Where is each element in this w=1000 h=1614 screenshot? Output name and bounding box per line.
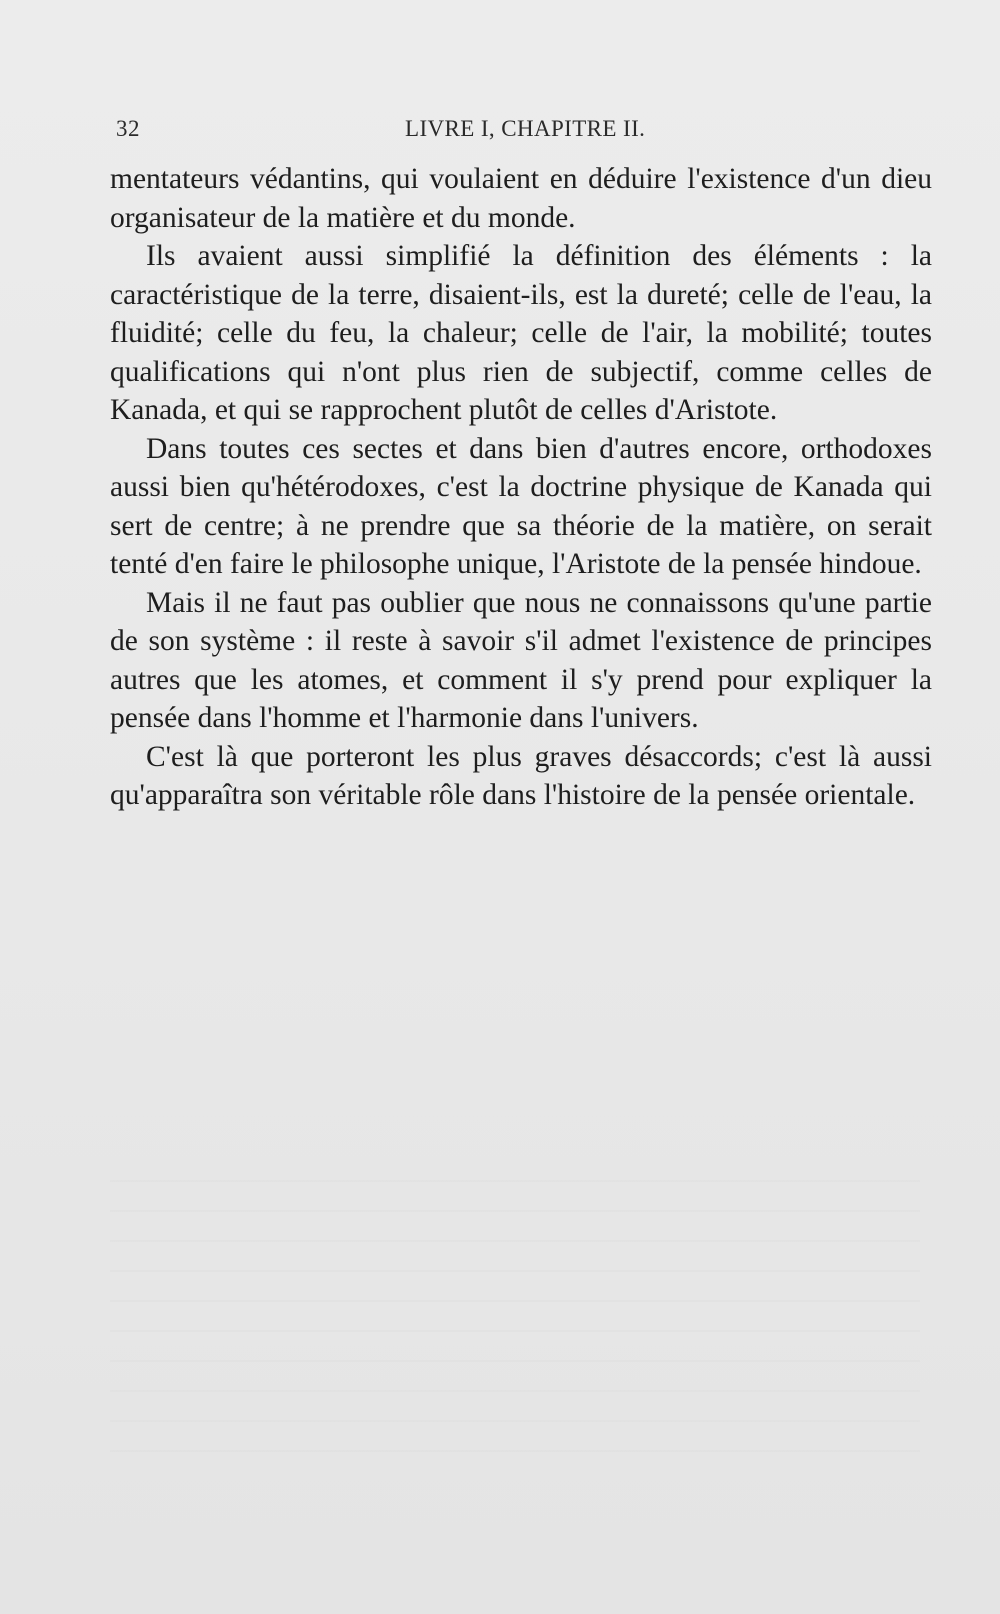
paragraph: C'est là que porteront les plus graves désaccords; c'est là aussi qu'apparaîtra son véritable rôle dans l'histoire de la pensée orientale.	[110, 740, 932, 811]
paragraph: Dans toutes ces sectes et dans bien d'autres encore, orthodoxes aussi bien qu'hétérodoxes, c'est la doctrine physique de Kanada qui sert de centre; à ne prendre que sa théorie de la matière, on serait tenté d'en faire le philosophe unique, l'Aristote de la pensée hindoue.	[110, 432, 932, 580]
paragraph: mentateurs védantins, qui voulaient en déduire l'existence d'un dieu organisateur de la matière et du monde.	[110, 163, 932, 234]
page-number: 32	[116, 116, 140, 141]
paragraph: Mais il ne faut pas oublier que nous ne connaissons qu'une partie de son système : il reste à savoir s'il admet l'existence de principes autres que les atomes, et comment il s'y prend pour expliquer la pensée dans l'homme et l'harmonie dans l'univers.	[110, 586, 932, 734]
body-text	[110, 160, 932, 815]
paragraph: Ils avaient aussi simplifié la définition des éléments : la caractéristique de la terre, disaient-ils, est la dureté; celle de l'eau, la fluidité; celle du feu, la chaleur; celle de l'air, la mobilité; toutes qualifications qui n'ont plus rien de subjectif, comme celles de Kanada, et qui se rapprochent plutôt de celles d'Aristote.	[110, 240, 932, 426]
running-head	[110, 116, 930, 146]
chapter-title: LIVRE I, CHAPITRE II.	[405, 116, 646, 141]
